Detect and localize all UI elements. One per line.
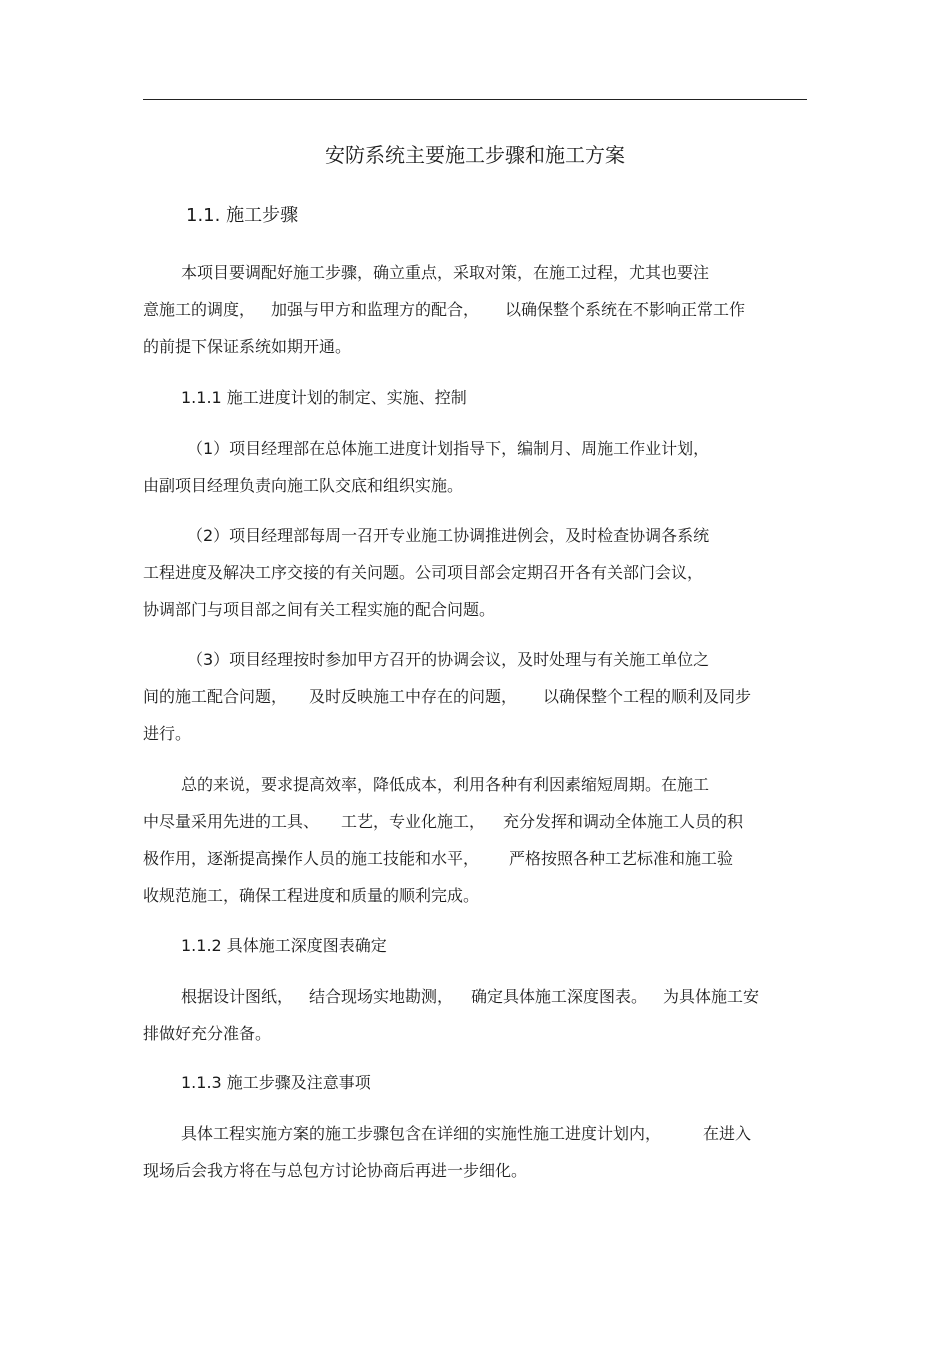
- steps-paragraph: [143, 1115, 807, 1189]
- paragraph-line: 协调部门与项目部之间有关工程实施的配合问题。: [143, 600, 496, 619]
- item-2-paragraph: [143, 517, 807, 628]
- text-run: 在进入: [703, 1124, 752, 1143]
- paragraph-line: [143, 291, 807, 328]
- paragraph-line: 排做好充分准备。: [143, 1024, 272, 1043]
- subsection-heading-1-1-1: 1.1.1 施工进度计划的制定、实施、控制: [181, 388, 467, 407]
- text-run: 中尽量采用先进的工具、: [143, 812, 320, 831]
- subsection-heading-1-1-2: 1.1.2 具体施工深度图表确定: [181, 936, 387, 955]
- text-run: 结合现场实地勘测，: [309, 987, 454, 1006]
- subsection-heading-1-1-3: 1.1.3 施工步骤及注意事项: [181, 1073, 371, 1092]
- paragraph-line: [143, 840, 807, 877]
- paragraph-line: 本项目要调配好施工步骤，确立重点，采取对策，在施工过程，尤其也要注: [181, 263, 710, 282]
- paragraph-line: 进行。: [143, 724, 192, 743]
- paragraph-line: （3）项目经理按时参加甲方召开的协调会议，及时处理与有关施工单位之: [187, 650, 710, 669]
- summary-paragraph: [143, 766, 807, 914]
- paragraph-line: 收规范施工，确保工程进度和质量的顺利完成。: [143, 886, 480, 905]
- text-run: 充分发挥和调动全体施工人员的积: [503, 812, 744, 831]
- paragraph-line: 的前提下保证系统如期开通。: [143, 337, 352, 356]
- paragraph-line: [143, 978, 807, 1015]
- text-run: 具体工程实施方案的施工步骤包含在详细的实施性施工进度计划内，: [181, 1124, 662, 1143]
- depth-chart-paragraph: [143, 978, 807, 1052]
- text-run: 确定具体施工深度图表。: [471, 987, 648, 1006]
- header-rule: [143, 99, 807, 100]
- text-run: 根据设计图纸，: [181, 987, 294, 1006]
- document-title: 安防系统主要施工步骤和施工方案: [325, 143, 625, 167]
- text-run: 严格按照各种工艺标准和施工验: [509, 849, 734, 868]
- paragraph-line: 现场后会我方将在与总包方讨论协商后再进一步细化。: [143, 1161, 528, 1180]
- paragraph-line: [143, 1115, 807, 1152]
- text-run: 以确保整个工程的顺利及同步: [543, 687, 752, 706]
- paragraph-line: （1）项目经理部在总体施工进度计划指导下，编制月、周施工作业计划，: [187, 439, 710, 458]
- intro-paragraph: [143, 254, 807, 365]
- paragraph-line: 工程进度及解决工序交接的有关问题。公司项目部会定期召开各有关部门会议，: [143, 563, 704, 582]
- text-run: 工艺，专业化施工，: [341, 812, 486, 831]
- item-3-paragraph: [143, 641, 807, 752]
- text-run: 极作用，逐渐提高操作人员的施工技能和水平，: [143, 849, 480, 868]
- paragraph-line: [143, 803, 807, 840]
- text-run: 加强与甲方和监理方的配合，: [271, 300, 480, 319]
- paragraph-line: （2）项目经理部每周一召开专业施工协调推进例会，及时检查协调各系统: [187, 526, 710, 545]
- text-run: 及时反映施工中存在的问题，: [309, 687, 518, 706]
- section-heading: 1.1. 施工步骤: [186, 205, 299, 226]
- text-run: 间的施工配合问题，: [143, 687, 288, 706]
- item-1-paragraph: [143, 430, 807, 504]
- text-run: 为具体施工安: [663, 987, 760, 1006]
- paragraph-line: 由副项目经理负责向施工队交底和组织实施。: [143, 476, 464, 495]
- paragraph-line: [143, 678, 807, 715]
- paragraph-line: 总的来说，要求提高效率，降低成本，利用各种有利因素缩短周期。在施工: [181, 775, 710, 794]
- text-run: 意施工的调度，: [143, 300, 256, 319]
- text-run: 以确保整个系统在不影响正常工作: [505, 300, 746, 319]
